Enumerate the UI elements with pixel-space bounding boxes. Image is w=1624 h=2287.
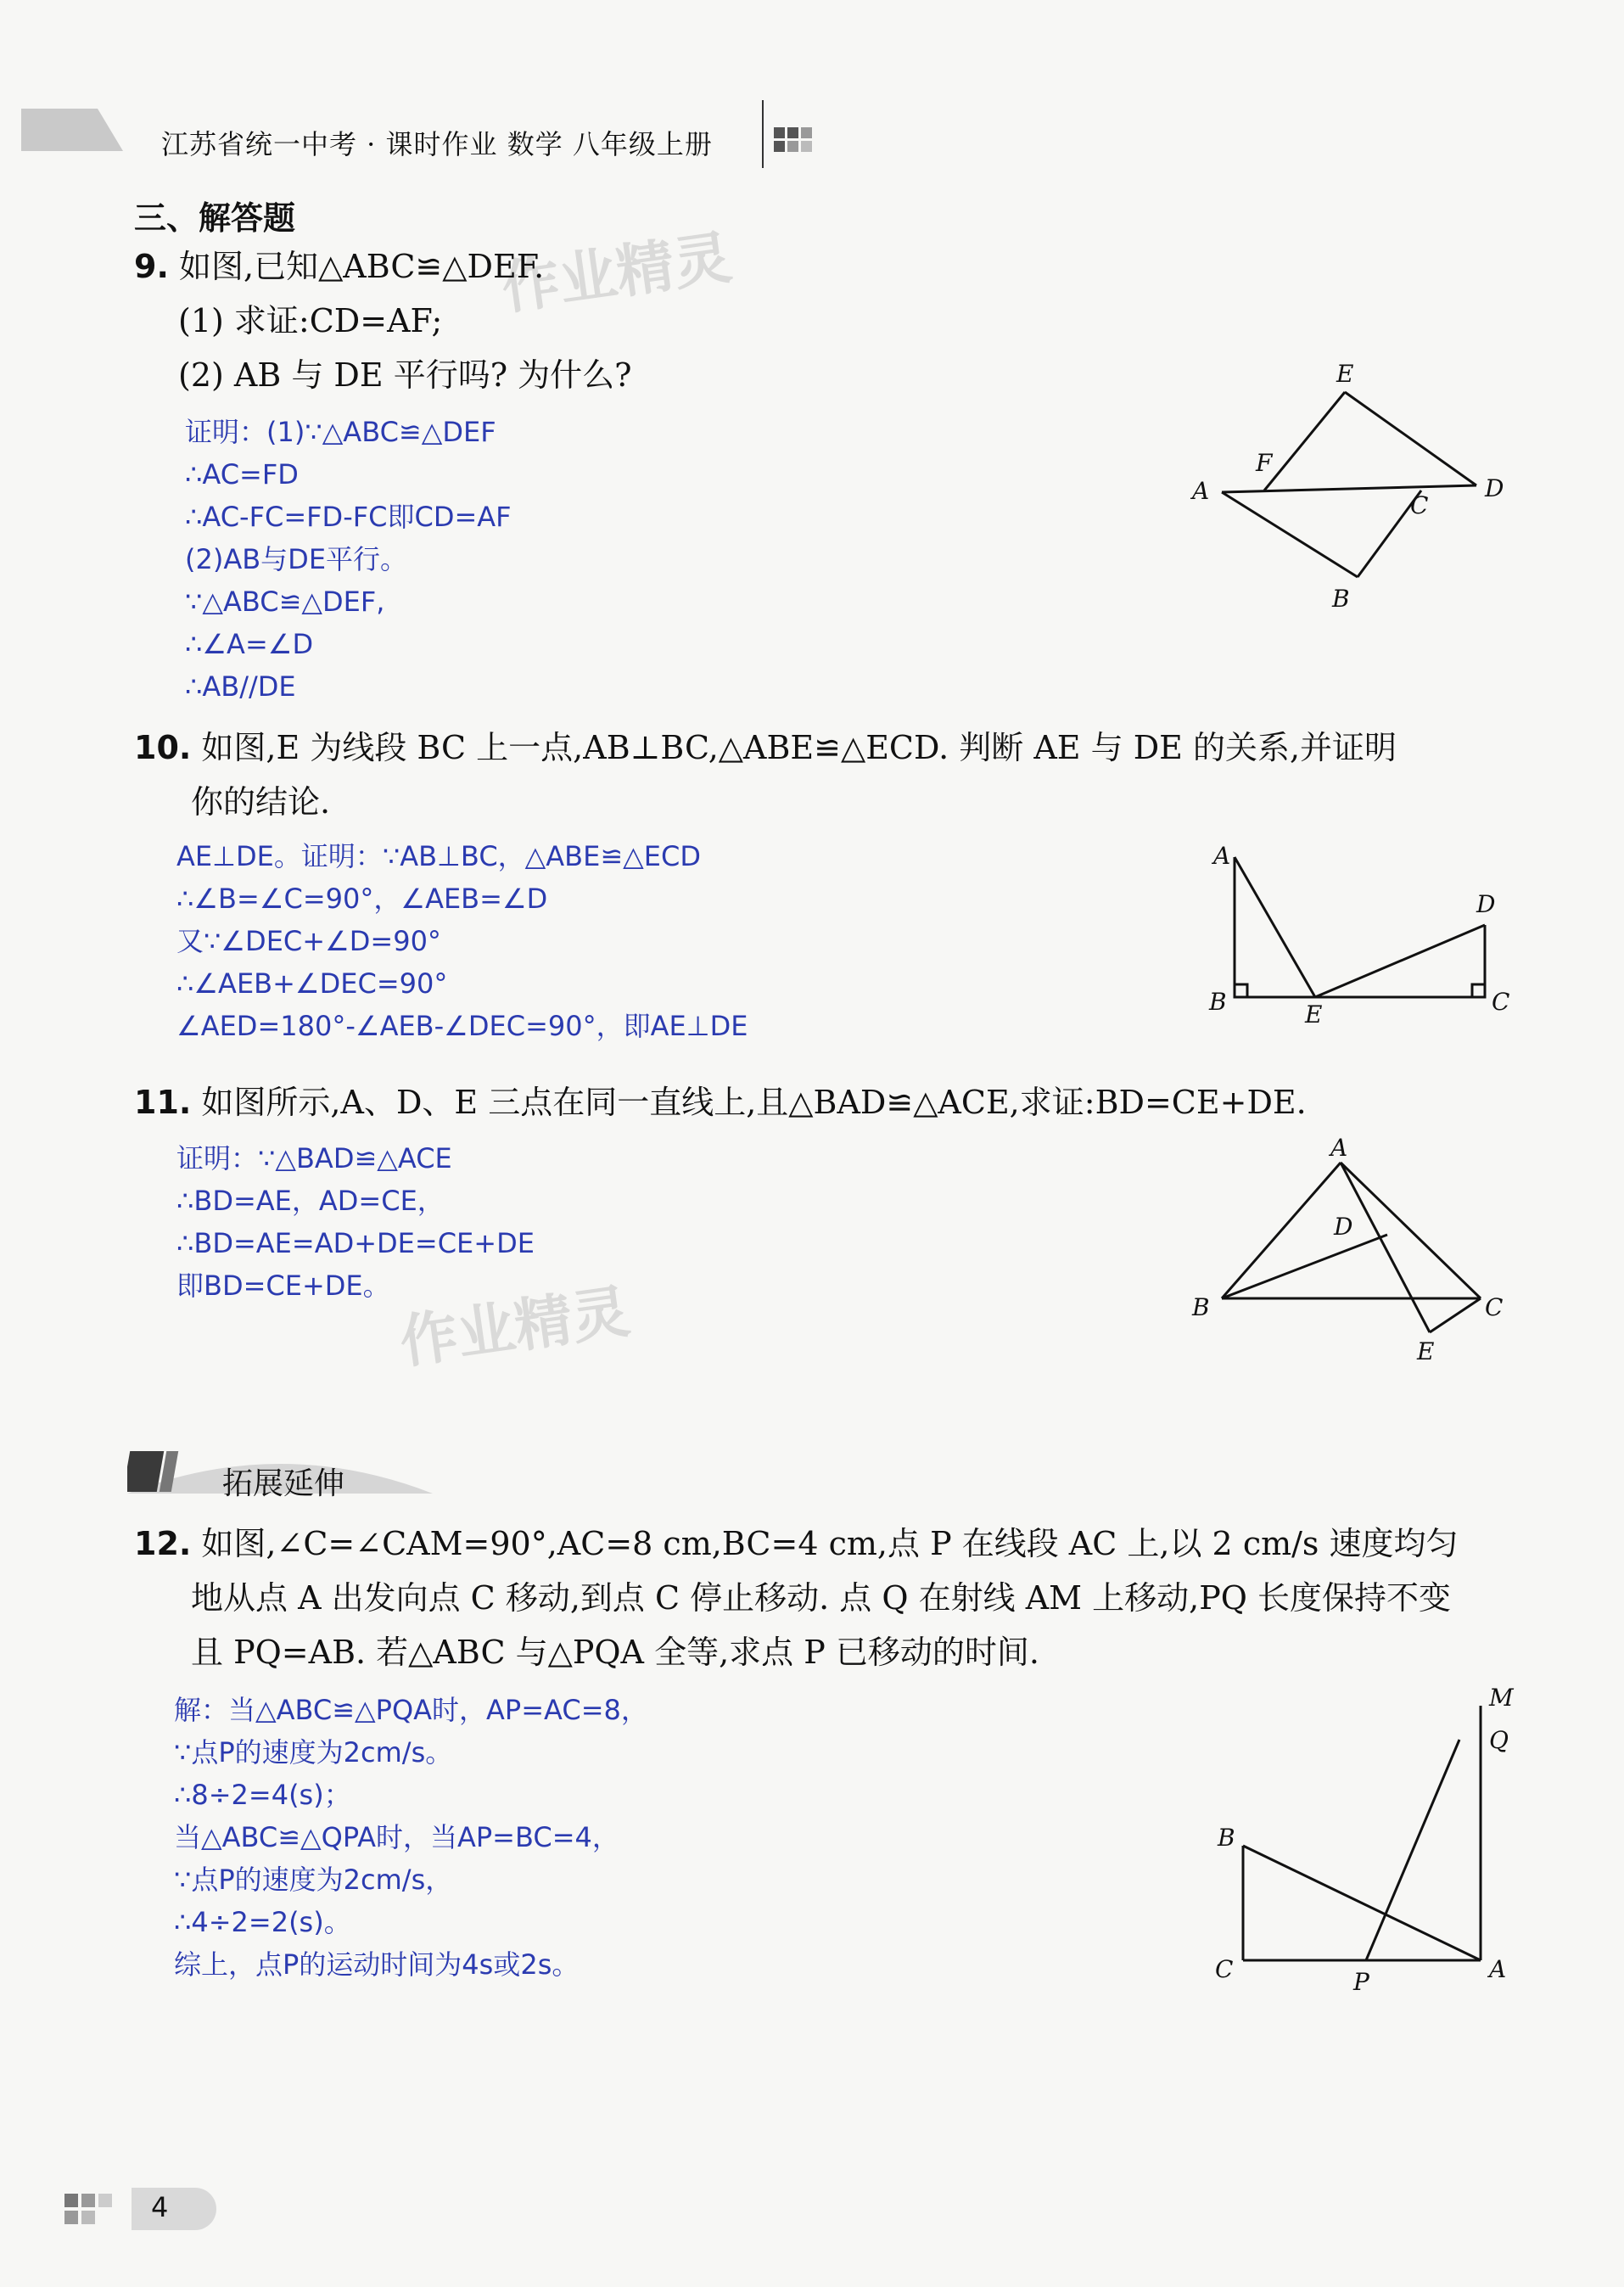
page-number: 4 — [151, 2191, 169, 2223]
answer-line: AE⊥DE。证明：∵AB⊥BC，△ABE≌△ECD — [176, 840, 701, 872]
answer-line: ∴AC=FD — [185, 458, 299, 490]
section-title: 三、解答题 — [134, 199, 296, 237]
label-D: D — [1485, 474, 1504, 502]
answer-line: 即BD=CE+DE。 — [176, 1270, 390, 1302]
q12-number: 12. — [134, 1525, 192, 1562]
answer-line: 解：当△ABC≌△PQA时，AP=AC=8， — [174, 1694, 648, 1726]
label-A: A — [1192, 477, 1210, 505]
q12-text: 如图,∠C=∠CAM=90°,AC=8 cm,BC=4 cm,点 P 在线段 AC 上,以 2 cm/s 速度均匀 — [201, 1525, 1459, 1562]
q12-figure — [1196, 1680, 1519, 2003]
q9-number: 9. — [134, 248, 169, 285]
answer-line: 当△ABC≌△QPA时，当AP=BC=4， — [174, 1821, 619, 1853]
q12-answer — [174, 1689, 648, 1986]
answer-line: ∠AED=180°-∠AEB-∠DEC=90°，即AE⊥DE — [176, 1010, 748, 1042]
label-C: C — [1215, 1955, 1234, 1983]
answer-line: ∴BD=AE=AD+DE=CE+DE — [176, 1227, 535, 1259]
label-F: F — [1256, 449, 1273, 477]
q9-sub2: (2) AB 与 DE 平行吗? 为什么? — [178, 356, 632, 394]
label-C: C — [1410, 491, 1429, 519]
label-D: D — [1476, 890, 1496, 918]
label-P: P — [1353, 1968, 1369, 1996]
q11-figure — [1188, 1137, 1519, 1375]
label-E: E — [1305, 1001, 1323, 1029]
watermark: 作业精灵 — [395, 1278, 635, 1377]
header-decoration — [21, 109, 123, 151]
q12-text-cont2: 且 PQ=AB. 若△ABC 与△PQA 全等,求点 P 已移动的时间. — [191, 1634, 1039, 1671]
q9-stem — [134, 240, 544, 293]
answer-line: ∴AC-FC=FD-FC即CD=AF — [185, 501, 512, 533]
label-D: D — [1334, 1213, 1353, 1241]
label-B: B — [1332, 585, 1350, 613]
page-badge — [132, 2188, 216, 2230]
label-M: M — [1489, 1684, 1514, 1712]
answer-line: ∵△ABC≌△DEF, — [185, 586, 385, 618]
q9-answer — [185, 411, 512, 708]
answer-line: 证明：(1)∵△ABC≌△DEF — [185, 416, 496, 448]
header-separator — [762, 100, 764, 168]
answer-line: ∴AB//DE — [185, 670, 296, 703]
answer-line: ∴∠AEB+∠DEC=90° — [176, 967, 448, 1000]
answer-line: ∵点P的速度为2cm/s， — [174, 1864, 453, 1896]
q10-figure — [1196, 840, 1519, 1035]
answer-line: 综上，点P的运动时间为4s或2s。 — [174, 1948, 580, 1981]
q10-text-cont: 你的结论. — [191, 783, 331, 821]
label-A: A — [1330, 1137, 1348, 1162]
label-B: B — [1192, 1293, 1210, 1321]
answer-line: ∵点P的速度为2cm/s。 — [174, 1736, 453, 1769]
answer-line: ∴8÷2=4(s)； — [174, 1779, 351, 1811]
q9-sub1: (1) 求证:CD=AF; — [178, 302, 443, 339]
q11-text: 如图所示,A、D、E 三点在同一直线上,且△BAD≌△ACE,求证:BD=CE+DE. — [201, 1084, 1307, 1121]
label-E: E — [1336, 360, 1354, 388]
answer-line: 又∵∠DEC+∠D=90° — [176, 925, 441, 957]
q9-figure — [1188, 356, 1527, 628]
q11-number: 11. — [134, 1084, 192, 1121]
q12-stem — [134, 1517, 1459, 1570]
answer-line: ∴∠B=∠C=90°，∠AEB=∠D — [176, 883, 548, 915]
q10-answer — [176, 835, 748, 1047]
label-A: A — [1213, 842, 1231, 870]
label-B: B — [1218, 1824, 1235, 1852]
q10-stem — [134, 721, 1397, 774]
answer-line: ∴∠A=∠D — [185, 628, 314, 660]
q10-text: 如图,E 为线段 BC 上一点,AB⊥BC,△ABE≌△ECD. 判断 AE 与 DE 的关系,并证明 — [201, 729, 1397, 766]
answer-line: (2)AB与DE平行。 — [185, 543, 408, 575]
label-B: B — [1209, 988, 1227, 1016]
answer-line: ∴4÷2=2(s)。 — [174, 1906, 351, 1938]
label-C: C — [1485, 1293, 1504, 1321]
label-A: A — [1489, 1955, 1507, 1983]
label-C: C — [1492, 988, 1510, 1016]
extension-label: 拓展延伸 — [222, 1466, 345, 1501]
q9-text: 如图,已知△ABC≌△DEF. — [178, 248, 545, 285]
answer-line: 证明：∵△BAD≌△ACE — [176, 1142, 452, 1174]
q11-stem — [134, 1076, 1307, 1129]
watermark: 作业精灵 — [497, 224, 736, 323]
label-E: E — [1417, 1337, 1435, 1365]
label-Q: Q — [1489, 1726, 1509, 1754]
q10-number: 10. — [134, 729, 192, 766]
q12-text-cont: 地从点 A 出发向点 C 移动,到点 C 停止移动. 点 Q 在射线 AM 上移动,PQ 长度保持不变 — [191, 1579, 1452, 1617]
q11-answer — [176, 1137, 535, 1307]
header-title: 江苏省统一中考 · 课时作业 数学 八年级上册 — [161, 128, 713, 160]
answer-line: ∴BD=AE，AD=CE， — [176, 1185, 445, 1217]
